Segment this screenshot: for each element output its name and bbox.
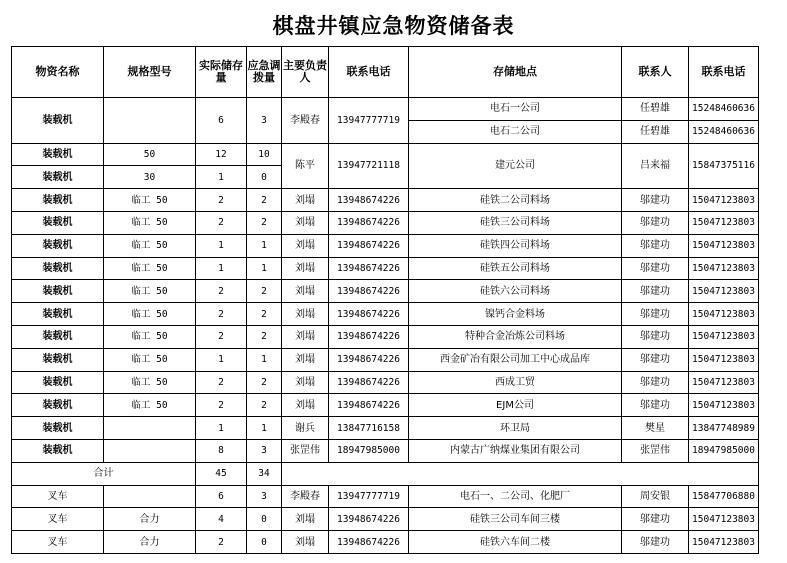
cell-dispatch: 2: [247, 211, 282, 234]
total-empty: [282, 462, 759, 485]
table-row: [12, 189, 759, 212]
cell-phone: 13948674226: [329, 394, 409, 417]
cell-contact-phone: 15847375116: [689, 143, 759, 189]
cell-contact-phone: 15047123803: [689, 508, 759, 531]
cell-contact: 邬建功: [622, 394, 689, 417]
cell-phone: 13847716158: [329, 417, 409, 440]
cell-contact: 邬建功: [622, 348, 689, 371]
cell-spec: 临工 50: [104, 371, 196, 394]
cell-manager: 刘塌: [282, 234, 329, 257]
table-row: [12, 143, 759, 166]
cell-stock: 2: [196, 280, 247, 303]
cell-spec: [104, 485, 196, 508]
cell-stock: 6: [196, 485, 247, 508]
cell-place: 特种合金冶炼公司料场: [409, 325, 622, 348]
table-row: [12, 371, 759, 394]
table-row: [12, 348, 759, 371]
cell-place: 硅铁六公司料场: [409, 280, 622, 303]
cell-name: 装载机: [12, 166, 104, 189]
cell-name: 叉车: [12, 485, 104, 508]
cell-spec: [104, 417, 196, 440]
cell-contact-phone: 15047123803: [689, 234, 759, 257]
cell-phone: 13947777719: [329, 485, 409, 508]
cell-name: 装载机: [12, 303, 104, 326]
table-row: [12, 98, 759, 121]
cell-manager: 刘塌: [282, 189, 329, 212]
cell-spec: 临工 50: [104, 211, 196, 234]
cell-manager: 刘塌: [282, 394, 329, 417]
cell-contact: 邬建功: [622, 280, 689, 303]
cell-place: 电石一、二公司、化肥厂: [409, 485, 622, 508]
table-row: [12, 325, 759, 348]
cell-manager: 刘塌: [282, 371, 329, 394]
cell-manager: 刘塌: [282, 531, 329, 554]
cell-contact-phone: 15047123803: [689, 303, 759, 326]
cell-spec: 合力: [104, 531, 196, 554]
cell-contact-phone: 15047123803: [689, 257, 759, 280]
cell-name: 装载机: [12, 189, 104, 212]
total-stock: 45: [196, 462, 247, 485]
cell-spec: 临工 50: [104, 394, 196, 417]
cell-phone: 18947985000: [329, 439, 409, 462]
cell-spec: 临工 50: [104, 348, 196, 371]
cell-contact: 邬建功: [622, 508, 689, 531]
cell-manager: 刘塌: [282, 280, 329, 303]
cell-dispatch: 3: [247, 98, 282, 144]
cell-dispatch: 2: [247, 189, 282, 212]
cell-phone: 13948674226: [329, 234, 409, 257]
table-row: [12, 394, 759, 417]
cell-contact-phone: 15047123803: [689, 280, 759, 303]
cell-contact: 任碧雄: [622, 98, 689, 121]
table-row: [12, 257, 759, 280]
table-row: [12, 280, 759, 303]
cell-place: 环卫局: [409, 417, 622, 440]
cell-manager: 李殿春: [282, 485, 329, 508]
cell-stock: 4: [196, 508, 247, 531]
cell-phone: 13948674226: [329, 189, 409, 212]
total-dispatch: 34: [247, 462, 282, 485]
cell-stock: 12: [196, 143, 247, 166]
cell-dispatch: 3: [247, 439, 282, 462]
cell-spec: [104, 439, 196, 462]
cell-contact-phone: 15047123803: [689, 531, 759, 554]
total-row: [12, 462, 759, 485]
cell-manager: 刘塌: [282, 508, 329, 531]
cell-dispatch: 10: [247, 143, 282, 166]
cell-dispatch: 2: [247, 325, 282, 348]
cell-name: 装载机: [12, 439, 104, 462]
cell-manager: 刘塌: [282, 211, 329, 234]
cell-dispatch: 1: [247, 257, 282, 280]
cell-phone: 13948674226: [329, 303, 409, 326]
table-row: [12, 303, 759, 326]
col-header-contact-phone: 联系电话: [689, 47, 759, 98]
cell-stock: 2: [196, 325, 247, 348]
cell-dispatch: 2: [247, 280, 282, 303]
cell-phone: 13947777719: [329, 98, 409, 144]
cell-stock: 6: [196, 98, 247, 144]
cell-spec: [104, 98, 196, 144]
cell-stock: 2: [196, 394, 247, 417]
cell-contact: 邬建功: [622, 189, 689, 212]
cell-stock: 2: [196, 371, 247, 394]
table-row: [12, 485, 759, 508]
cell-contact-phone: 15047123803: [689, 348, 759, 371]
cell-dispatch: 1: [247, 417, 282, 440]
cell-contact: 周安银: [622, 485, 689, 508]
cell-name: 装载机: [12, 371, 104, 394]
table-row: [12, 211, 759, 234]
cell-manager: 刘塌: [282, 257, 329, 280]
col-header-contact: 联系人: [622, 47, 689, 98]
cell-contact: 樊星: [622, 417, 689, 440]
cell-stock: 1: [196, 348, 247, 371]
cell-spec: 临工 50: [104, 189, 196, 212]
cell-contact: 邬建功: [622, 371, 689, 394]
cell-name: 装载机: [12, 348, 104, 371]
cell-manager: 谢兵: [282, 417, 329, 440]
cell-stock: 1: [196, 166, 247, 189]
cell-stock: 2: [196, 303, 247, 326]
cell-phone: 13948674226: [329, 508, 409, 531]
cell-dispatch: 1: [247, 234, 282, 257]
cell-stock: 8: [196, 439, 247, 462]
cell-contact-phone: 13847748989: [689, 417, 759, 440]
table-row: [12, 417, 759, 440]
cell-manager: 张罡伟: [282, 439, 329, 462]
cell-name: 装载机: [12, 417, 104, 440]
cell-name: 装载机: [12, 280, 104, 303]
cell-manager: 陈平: [282, 143, 329, 189]
cell-place: EJM公司: [409, 394, 622, 417]
cell-place: 镍钙合金料场: [409, 303, 622, 326]
cell-name: 装载机: [12, 394, 104, 417]
cell-spec: 临工 50: [104, 234, 196, 257]
cell-stock: 1: [196, 417, 247, 440]
cell-phone: 13948674226: [329, 325, 409, 348]
cell-place: 硅铁三公司料场: [409, 211, 622, 234]
cell-contact: 吕来福: [622, 143, 689, 189]
cell-name: 装载机: [12, 143, 104, 166]
cell-contact-phone: 15047123803: [689, 325, 759, 348]
cell-phone: 13948674226: [329, 348, 409, 371]
cell-spec: 临工 50: [104, 280, 196, 303]
cell-manager: 刘塌: [282, 348, 329, 371]
cell-contact-phone: 15047123803: [689, 189, 759, 212]
cell-contact: 邬建功: [622, 211, 689, 234]
cell-phone: 13948674226: [329, 257, 409, 280]
cell-contact: 邬建功: [622, 531, 689, 554]
cell-contact: 邬建功: [622, 257, 689, 280]
cell-manager: 刘塌: [282, 303, 329, 326]
col-header-place: 存储地点: [409, 47, 622, 98]
col-header-phone: 联系电话: [329, 47, 409, 98]
cell-contact-phone: 15047123803: [689, 211, 759, 234]
cell-dispatch: 2: [247, 371, 282, 394]
col-header-name: 物资名称: [12, 47, 104, 98]
cell-place: 电石二公司: [409, 120, 622, 143]
cell-phone: 13947721118: [329, 143, 409, 189]
cell-name: 叉车: [12, 508, 104, 531]
table-row: [12, 439, 759, 462]
cell-contact: 张罡伟: [622, 439, 689, 462]
cell-place: 西金矿冶有限公司加工中心成品库: [409, 348, 622, 371]
cell-phone: 13948674226: [329, 531, 409, 554]
cell-spec: 临工 50: [104, 257, 196, 280]
cell-place: 硅铁五公司料场: [409, 257, 622, 280]
cell-dispatch: 0: [247, 531, 282, 554]
cell-dispatch: 2: [247, 394, 282, 417]
cell-dispatch: 0: [247, 166, 282, 189]
cell-dispatch: 1: [247, 348, 282, 371]
cell-dispatch: 3: [247, 485, 282, 508]
cell-place: 建元公司: [409, 143, 622, 189]
materials-table: [11, 46, 759, 554]
cell-stock: 2: [196, 189, 247, 212]
cell-spec: 50: [104, 143, 196, 166]
header-row: [12, 47, 759, 98]
cell-phone: 13948674226: [329, 211, 409, 234]
page-title: 棋盘井镇应急物资储备表: [272, 13, 515, 38]
cell-stock: 2: [196, 531, 247, 554]
cell-stock: 2: [196, 211, 247, 234]
col-header-spec: 规格型号: [104, 47, 196, 98]
cell-spec: 合力: [104, 508, 196, 531]
cell-phone: 13948674226: [329, 280, 409, 303]
cell-contact: 邬建功: [622, 303, 689, 326]
cell-place: 硅铁三公司车间三楼: [409, 508, 622, 531]
cell-contact-phone: 15248460636: [689, 98, 759, 121]
cell-contact-phone: 15847706880: [689, 485, 759, 508]
cell-contact-phone: 15248460636: [689, 120, 759, 143]
table-row: [12, 531, 759, 554]
cell-name: 叉车: [12, 531, 104, 554]
cell-manager: 刘塌: [282, 325, 329, 348]
cell-dispatch: 2: [247, 303, 282, 326]
cell-name: 装载机: [12, 234, 104, 257]
cell-manager: 李殿春: [282, 98, 329, 144]
cell-stock: 1: [196, 257, 247, 280]
cell-contact-phone: 18947985000: [689, 439, 759, 462]
cell-place: 内蒙古广纳煤业集团有限公司: [409, 439, 622, 462]
col-header-dispatch: 应急调拨量: [247, 47, 282, 98]
cell-contact-phone: 15047123803: [689, 371, 759, 394]
col-header-stock: 实际储存量: [196, 47, 247, 98]
cell-place: 硅铁四公司料场: [409, 234, 622, 257]
cell-stock: 1: [196, 234, 247, 257]
cell-place: 电石一公司: [409, 98, 622, 121]
cell-spec: 临工 50: [104, 325, 196, 348]
cell-contact: 任碧雄: [622, 120, 689, 143]
total-label: 合计: [12, 462, 196, 485]
cell-place: 硅铁二公司料场: [409, 189, 622, 212]
table-row: [12, 234, 759, 257]
cell-name: 装载机: [12, 211, 104, 234]
cell-place: 西成工贸: [409, 371, 622, 394]
cell-spec: 临工 50: [104, 303, 196, 326]
table-row: [12, 508, 759, 531]
cell-contact-phone: 15047123803: [689, 394, 759, 417]
cell-dispatch: 0: [247, 508, 282, 531]
cell-name: 装载机: [12, 325, 104, 348]
col-header-manager: 主要负责人: [282, 47, 329, 98]
cell-place: 硅铁六车间二楼: [409, 531, 622, 554]
cell-phone: 13948674226: [329, 371, 409, 394]
cell-contact: 邬建功: [622, 325, 689, 348]
cell-name: 装载机: [12, 98, 104, 144]
cell-spec: 30: [104, 166, 196, 189]
cell-contact: 邬建功: [622, 234, 689, 257]
cell-name: 装载机: [12, 257, 104, 280]
